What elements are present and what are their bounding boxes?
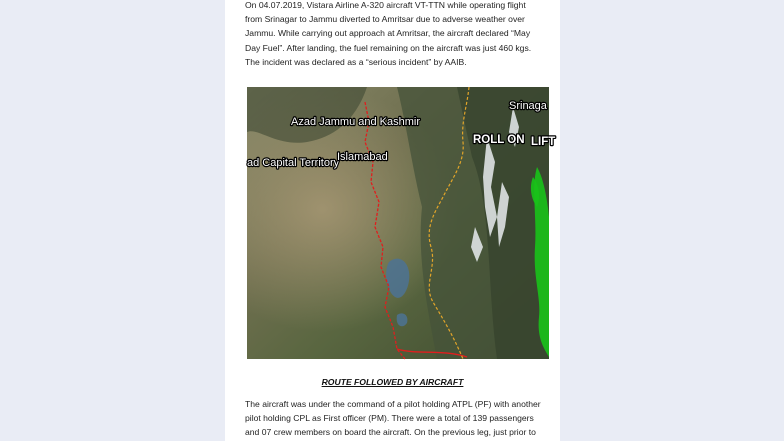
label-capital-territory: ad Capital Territory — [247, 157, 340, 169]
figure-caption: ROUTE FOLLOWED BY AIRCRAFT — [321, 377, 464, 387]
satellite-map-image — [247, 87, 556, 359]
incident-paragraph — [245, 0, 555, 69]
route-map — [247, 87, 556, 359]
label-lift: LIFT — [531, 136, 556, 148]
text-line: pilot holding CPL as First officer (PM). There were a total of 139 passengers — [245, 413, 534, 424]
text-line: Day Fuel”. After landing, the fuel remaining on the aircraft was just 460 kgs. — [245, 42, 532, 53]
crew-paragraph — [245, 397, 555, 440]
text-line: from Srinagar to Jammu diverted to Amritsar due to adverse weather over — [245, 14, 525, 25]
text-line: The incident was declared as a “serious incident” by AAIB. — [245, 56, 467, 67]
text-line: On 04.07.2019, Vistara Airline A-320 aircraft VT-TTN while operating flight — [245, 0, 526, 10]
text-line: Jammu. While carrying out approach at Amritsar, the aircraft declared “May — [245, 28, 531, 39]
document-page — [225, 0, 560, 441]
text-line: The aircraft was under the command of a pilot holding ATPL (PF) with another — [245, 399, 541, 409]
label-srinagar: Srinaga — [509, 100, 547, 112]
label-roll-on: ROLL ON — [473, 134, 525, 146]
text-line: and 07 crew members on board the aircraft. On the previous leg, just prior to — [245, 427, 536, 438]
label-azad-jammu-kashmir: Azad Jammu and Kashmir — [291, 116, 420, 128]
label-islamabad: Islamabad — [337, 151, 388, 163]
